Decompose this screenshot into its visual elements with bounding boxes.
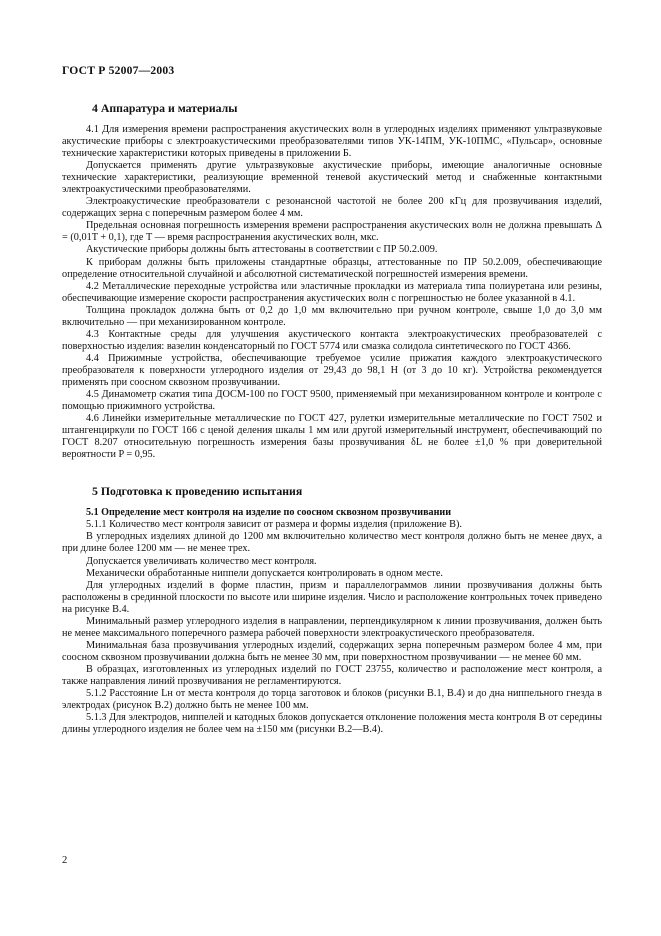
paragraph: 5.1.1 Количество мест контроля зависит от размера и формы изделия (приложение В). — [86, 519, 462, 531]
paragraph: 4.1 Для измерения времени распространения акустических волн в углеродных изделиях применяют ультразвуковые акустические приборы с электроакустическими преобразователями типов УК-14ПМ, УК-10ПМС, «Пульсар», основные технические характеристики которых приведены в приложении Б. — [62, 124, 602, 160]
paragraph: 5.1.3 Для электродов, ниппелей и катодных блоков допускается отклонение положения места контроля B от середины длины углеродного изделия не более чем на ±150 мм (рисунки В.2—В.4). — [62, 712, 602, 736]
paragraph: Предельная основная погрешность измерения времени распространения акустических волн не должна превышать Δ = (0,01T + 0,1), где T — время распространения акустических волн, мкс. — [62, 220, 602, 244]
paragraph: Электроакустические преобразователи с резонансной частотой не более 200 кГц для прозвучивания изделий, содержащих зерна с поперечным размером более 4 мм. — [62, 196, 602, 220]
paragraph: К приборам должны быть приложены стандартные образцы, аттестованные по ПР 50.2.009, обеспечивающие определение относительной случайной и абсолютной систематической погрешностей измерения времени. — [62, 256, 602, 280]
document-header: ГОСТ Р 52007—2003 — [62, 64, 175, 77]
paragraph: 4.3 Контактные среды для улучшения акустического контакта электроакустических преобразователей с поверхностью изделия: вазелин конденсаторный по ГОСТ 5774 или смазка солидола синтетического по ГОСТ 4366. — [62, 328, 602, 352]
paragraph: Допускается увеличивать количество мест контроля. — [86, 555, 317, 567]
paragraph: В образцах, изготовленных из углеродных изделий по ГОСТ 23755, количество и расположение мест контроля, а также направления линий прозвучивания не регламентируются. — [62, 663, 602, 687]
paragraph: Допускается применять другие ультразвуковые акустические приборы, имеющие аналогичные основные технические характеристики, реализующие временной теневой акустический метод и снабженные контактными электроакустическими преобразователями. — [62, 160, 602, 196]
paragraph: Минимальный размер углеродного изделия в направлении, перпендикулярном к линии прозвучивания, должен быть не менее максимального поперечного размера рабочей поверхности электроакустического преобразователя. — [62, 615, 602, 639]
paragraph: 4.6 Линейки измерительные металлические по ГОСТ 427, рулетки измерительные металлические по ГОСТ 7502 и штангенциркули по ГОСТ 166 с ценой деления шкалы 1 мм или другой измерительный инструмент, обеспечивающий по ГОСТ 8.207 относительную погрешность измерения базы прозвучивания δL не более ±1,0 % при доверительной вероятности P = 0,95. — [62, 413, 602, 461]
section-4-title: 4 Аппаратура и материалы — [92, 101, 238, 115]
subsection-5-1-title: 5.1 Определение мест контроля на изделие по соосном сквозном прозвучивании — [86, 507, 452, 519]
paragraph: 5.1.2 Расстояние Lн от места контроля до торца заготовок и блоков (рисунки В.1, В.4) и до дна ниппельного гнезда в электродах (рисунок В.2) должно быть не менее 100 мм. — [62, 688, 602, 712]
paragraph: 4.4 Прижимные устройства, обеспечивающие требуемое усилие прижатия каждого электроакустического преобразователя к поверхности углеродного изделия от 29,43 до 98,1 Н (от 3 до 10 кг). Устройства рекомендуется применять при соосном сквозном прозвучивании. — [62, 352, 602, 388]
paragraph: Толщина прокладок должна быть от 0,2 до 1,0 мм включительно при ручном контроле, свыше 1,0 до 3,0 мм включительно — при механизированном контроле. — [62, 304, 602, 328]
page-number: 2 — [62, 855, 68, 866]
section-5-title: 5 Подготовка к проведению испытания — [92, 484, 303, 499]
section-5-text — [62, 519, 602, 736]
paragraph: 4.5 Динамометр сжатия типа ДОСМ-100 по ГОСТ 9500, применяемый при механизированном контроле и контроле с помощью прижимного устройства. — [62, 389, 602, 413]
paragraph: Акустические приборы должны быть аттестованы в соответствии с ПР 50.2.009. — [86, 244, 438, 256]
paragraph: Механически обработанные ниппели допускается контролировать в одном месте. — [86, 567, 443, 579]
document-body — [62, 92, 602, 736]
paragraph: 4.2 Металлические переходные устройства или эластичные прокладки из материала типа полиуретана или резины, обеспечивающие измерение скорости распространения акустических волн с погрешностью не более указанной в 4.1. — [62, 280, 602, 304]
paragraph: Минимальная база прозвучивания углеродных изделий, содержащих зерна поперечным размером более 4 мм, при соосном сквозном прозвучивании должна быть не менее 30 мм, при поверхностном прозвучивании — не менее 60 мм. — [62, 639, 602, 663]
paragraph: Для углеродных изделий в форме пластин, призм и параллелограммов линии прозвучивания должны быть расположены в срединной плоскости по высоте или ширине изделия. Число и расположение контрольных точек приведено на рисунке В.4. — [62, 579, 602, 615]
paragraph: В углеродных изделиях длиной до 1200 мм включительно количество мест контроля должно быть не менее двух, а при длине более 1200 мм — не менее трех. — [62, 531, 602, 555]
section-4-text — [62, 124, 602, 461]
